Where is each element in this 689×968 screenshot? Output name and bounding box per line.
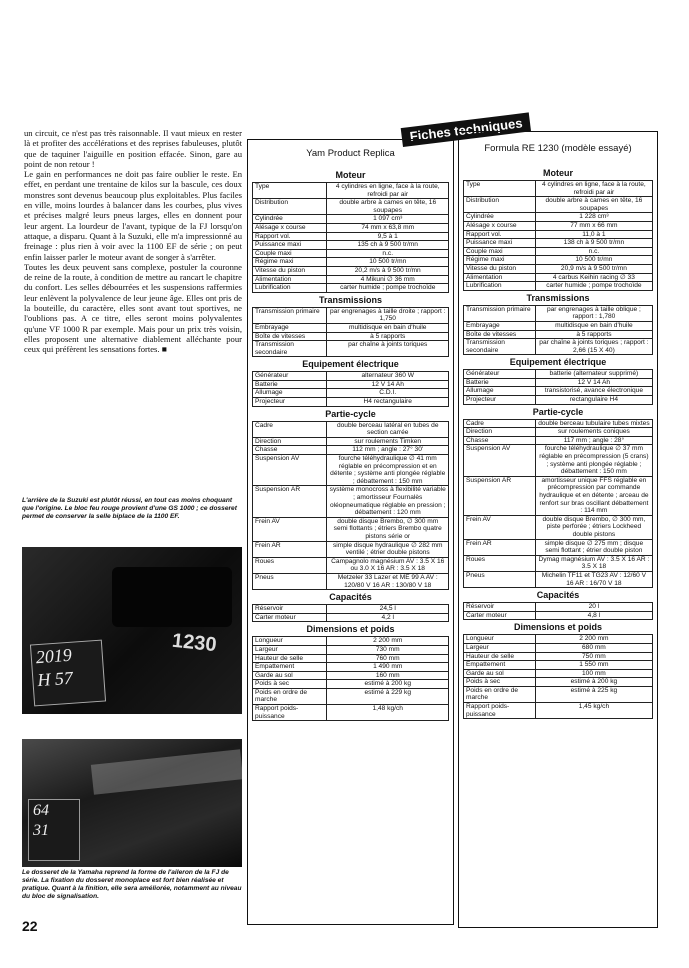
plate-line: H 57 (36, 667, 74, 691)
spec-section-title: Equipement électrique (302, 359, 399, 370)
spec-row (464, 611, 653, 620)
spec-value: par chaîne à joints toriques (327, 341, 449, 357)
spec-row (464, 571, 653, 587)
spec-label: Hauteur de selle (253, 654, 327, 663)
spec-value: système monocross à flexibilité variable ; amortisseur Fournalès oléopneumatique réglable en pression ; débattement : 120 mm (327, 486, 449, 517)
spec-panel-yamaha (247, 139, 454, 925)
spec-value: double disque Brembo, ∅ 300 mm, piste perforée ; étriers Lockheed double pistons (535, 515, 652, 539)
spec-value: fourche téléhydraulique ∅ 37 mm réglable en précompression (5 crans) ; système anti plongée réglable ; débattement : 150 mm (535, 445, 652, 476)
spec-row (253, 341, 449, 357)
spec-value: simple disque ∅ 275 mm ; disque semi flottant ; étrier double piston (535, 539, 652, 555)
spec-label: Frein AV (253, 517, 327, 541)
spec-section-title: Dimensions et poids (306, 624, 395, 635)
spec-label: Empattement (464, 661, 536, 670)
article-paragraph: Toutes les deux peuvent sans complexe, postuler la couronne de reine de la route, à condition de mettre au rancart le chapitre du confort. Les selles débourrées et les suspensions raffermies leur enlèvent la polyvalence de leur jeune âge. Elles ont pris de la bouteille, du caractère, elles sont avant tout sportives, ne l'oublions pas. A ce titre, elles seront moins polyvalentes qu'une VF 1000 R par exemple. Mais pour un prix très voisin, elles proposent une alternative diablement alléchante pour ceux qui préfèrent les sensations fortes. ■ (24, 261, 242, 355)
spec-row (253, 307, 449, 323)
spec-value: à 5 rapports (327, 332, 449, 341)
spec-value: 160 mm (327, 671, 449, 680)
yamaha-rear-photo (22, 739, 242, 867)
spec-label: Pneus (253, 573, 327, 589)
spec-section-title: Partie-cycle (532, 406, 584, 417)
spec-value: 135 ch à 9 500 tr/mn (327, 241, 449, 250)
spec-label: Suspension AR (253, 486, 327, 517)
spec-label: Alésage x course (464, 221, 536, 230)
spec-row (464, 197, 653, 213)
spec-value: 20 l (535, 603, 652, 612)
article-paragraph: un circuit, ce n'est pas très raisonnable. Il vaut mieux en rester là et profiter des accélérations et des reprises fabuleuses, plutôt que de taquiner l'aiguille en position effacée. Sinon, gare au point de non retour ! (24, 128, 242, 169)
spec-value: carter humide ; pompe trochoïde (327, 284, 449, 293)
spec-label: Cylindrée (464, 213, 536, 222)
spec-label: Distribution (464, 197, 536, 213)
spec-section-title: Moteur (543, 168, 573, 178)
spec-label: Pneus (464, 571, 536, 587)
spec-label: Longueur (464, 635, 536, 644)
spec-value: 1 550 mm (535, 661, 652, 670)
spec-value: 12 V 14 Ah (535, 378, 652, 387)
spec-label: Distribution (253, 199, 327, 215)
spec-row (464, 273, 653, 282)
spec-value: multidisque en bain d'huile (535, 321, 652, 330)
spec-table (463, 419, 653, 588)
spec-section-title: Transmissions (318, 294, 383, 305)
spec-row (253, 637, 449, 646)
spec-value: 11,0 à 1 (535, 230, 652, 239)
spec-value: rectangulaire H4 (535, 396, 652, 405)
spec-table (252, 182, 449, 293)
spec-label: Projecteur (253, 398, 327, 407)
spec-value: 750 mm (535, 652, 652, 661)
spec-row (253, 541, 449, 557)
spec-row (464, 669, 653, 678)
spec-row (464, 515, 653, 539)
spec-label: Hauteur de selle (464, 652, 536, 661)
spec-value: 10 500 tr/mn (327, 258, 449, 267)
spec-row (253, 446, 449, 455)
spec-value: 1 097 cm³ (327, 215, 449, 224)
suzuki-rear-photo (22, 547, 242, 714)
spec-value: 4,8 l (535, 611, 652, 620)
spec-table (463, 602, 653, 620)
spec-row (253, 199, 449, 215)
spec-label: Alésage x course (253, 223, 327, 232)
spec-value: par engrenages à taille oblique ; rapport : 1,780 (535, 305, 652, 321)
spec-section-title: Capacités (329, 592, 372, 603)
spec-value: carter humide ; pompe trochoïde (535, 282, 652, 291)
spec-value: par engrenages à taille droite ; rapport : 1,750 (327, 307, 449, 323)
spec-value: fourche téléhydraulique ∅ 41 mm réglable en précompression et en détente ; système anti plongée réglable ; débattement : 150 mm (327, 455, 449, 486)
article-body (24, 128, 242, 355)
spec-value: estimé à 225 kg (535, 686, 652, 702)
spec-value: 1,48 kg/ch (327, 705, 449, 721)
spec-label: Suspension AR (464, 476, 536, 515)
spec-label: Transmission secondaire (253, 341, 327, 357)
spec-label: Allumage (464, 387, 536, 396)
spec-label: Rapport poids-puissance (253, 705, 327, 721)
spec-label: Batterie (464, 378, 536, 387)
spec-value: Campagnolo magnésium AV : 3.5 X 16 ou 3.0 X 16 AR : 3.5 X 18 (327, 557, 449, 573)
spec-row (253, 613, 449, 622)
spec-label: Puissance maxi (464, 239, 536, 248)
spec-body (248, 168, 453, 721)
spec-value: estimé à 200 kg (327, 680, 449, 689)
spec-label: Garde au sol (464, 669, 536, 678)
spec-table (463, 369, 653, 404)
spec-row (464, 396, 653, 405)
spec-label: Largeur (253, 645, 327, 654)
spec-section-title: Dimensions et poids (513, 622, 602, 633)
spec-table (252, 371, 449, 406)
spec-row (253, 183, 449, 199)
spec-label: Cylindrée (253, 215, 327, 224)
spec-row (464, 305, 653, 321)
spec-row (253, 372, 449, 381)
spec-label: Suspension AV (253, 455, 327, 486)
spec-value: Michelin TF11 et TG23 AV : 12/60 V 16 AR : 16/70 V 18 (535, 571, 652, 587)
spec-value: 112 mm ; angle : 27° 30' (327, 446, 449, 455)
spec-label: Projecteur (464, 396, 536, 405)
spec-row (253, 517, 449, 541)
spec-row (464, 387, 653, 396)
spec-value: 12 V 14 Ah (327, 380, 449, 389)
spec-value: double berceau latéral en tubes de section carrée (327, 421, 449, 437)
spec-section-title: Equipement électrique (509, 357, 607, 368)
spec-row (253, 266, 449, 275)
spec-row (253, 332, 449, 341)
spec-value: sur roulements coniques (535, 428, 652, 437)
spec-value: 77 mm x 66 mm (535, 221, 652, 230)
spec-row (464, 378, 653, 387)
spec-panel-title: Yam Product Replica (306, 148, 395, 159)
spec-row (253, 241, 449, 250)
spec-label: Embrayage (464, 321, 536, 330)
spec-row (464, 703, 653, 719)
spec-label: Roues (253, 557, 327, 573)
spec-label: Générateur (253, 372, 327, 381)
spec-label: Batterie (253, 380, 327, 389)
spec-label: Couple maxi (253, 249, 327, 258)
spec-label: Longueur (253, 637, 327, 646)
spec-value: 20,2 m/s à 9 500 tr/mn (327, 266, 449, 275)
spec-panel-title: Formula RE 1230 (modèle essayé) (484, 143, 632, 154)
spec-label: Régime maxi (464, 256, 536, 265)
spec-table (252, 421, 449, 590)
spec-row (464, 181, 653, 197)
spec-row (464, 661, 653, 670)
spec-label: Rapport vol. (253, 232, 327, 241)
spec-row (464, 247, 653, 256)
spec-value: n.c. (327, 249, 449, 258)
spec-label: Embrayage (253, 323, 327, 332)
spec-label: Lubrification (253, 284, 327, 293)
spec-label: Empattement (253, 663, 327, 672)
spec-row (464, 330, 653, 339)
section-badge: Fiches techniques (401, 112, 532, 147)
spec-row (253, 232, 449, 241)
spec-value: 74 mm x 63,8 mm (327, 223, 449, 232)
spec-row (464, 282, 653, 291)
spec-row (253, 605, 449, 614)
spec-row (253, 688, 449, 704)
spec-row (253, 671, 449, 680)
spec-table (252, 604, 449, 622)
spec-value: 20,9 m/s à 9 500 tr/mn (535, 264, 652, 273)
spec-value: Dymag magnésium AV : 3.5 X 16 AR : 3.5 X 18 (535, 555, 652, 571)
spec-label: Suspension AV (464, 445, 536, 476)
spec-section-title: Moteur (335, 170, 366, 180)
spec-value: 760 mm (327, 654, 449, 663)
spec-row (464, 256, 653, 265)
spec-label: Couple maxi (464, 247, 536, 256)
spec-row (464, 239, 653, 248)
spec-value: double berceau tubulaire tubes mixtes (535, 419, 652, 428)
spec-label: Chasse (464, 436, 536, 445)
spec-row (464, 635, 653, 644)
spec-value: 4,2 l (327, 613, 449, 622)
spec-value: 2 200 mm (327, 637, 449, 646)
spec-row (464, 436, 653, 445)
spec-label: Vitesse du piston (464, 264, 536, 273)
spec-label: Alimentation (253, 275, 327, 284)
spec-label: Frein AV (464, 515, 536, 539)
spec-row (464, 428, 653, 437)
race-number: 1230 (171, 629, 218, 657)
spec-row (464, 652, 653, 661)
spec-label: Poids à sec (464, 678, 536, 687)
spec-row (464, 221, 653, 230)
spec-table (463, 305, 653, 356)
spec-label: Largeur (464, 643, 536, 652)
spec-row (253, 663, 449, 672)
spec-row (253, 645, 449, 654)
spec-label: Carter moteur (464, 611, 536, 620)
plate-line: 2019 (35, 644, 73, 668)
spec-row (253, 486, 449, 517)
spec-value: 730 mm (327, 645, 449, 654)
photo-caption-bottom: Le dosseret de la Yamaha reprend la forme de l'aileron de la FJ de série. La fixation du dosseret monoplace est fort bien réalisée et pratique. Quant à la finition, elle sera améliorée, notamment au niveau du bloc de signalisation. (22, 869, 242, 900)
page-number: 22 (22, 918, 38, 934)
spec-row (253, 215, 449, 224)
spec-label: Rapport vol. (464, 230, 536, 239)
spec-value: Metzeler 33 Lazer et ME 99 A AV : 120/80 V 16 AR : 130/80 V 18 (327, 573, 449, 589)
spec-row (253, 249, 449, 258)
spec-label: Roues (464, 555, 536, 571)
license-plate (30, 640, 106, 707)
plate-line: 31 (33, 822, 49, 839)
spec-row (464, 686, 653, 702)
spec-value: simple disque hydraulique ∅ 282 mm ventilé ; étrier double pistons (327, 541, 449, 557)
spec-label: Allumage (253, 389, 327, 398)
spec-label: Cadre (253, 421, 327, 437)
spec-row (253, 380, 449, 389)
spec-value: estimé à 200 kg (535, 678, 652, 687)
spec-value: transistorisé, avance électronique (535, 387, 652, 396)
spec-row (253, 705, 449, 721)
spec-row (464, 419, 653, 428)
spec-row (464, 445, 653, 476)
spec-row (253, 680, 449, 689)
spec-label: Réservoir (253, 605, 327, 614)
spec-value: 100 mm (535, 669, 652, 678)
spec-row (253, 258, 449, 267)
spec-row (253, 223, 449, 232)
spec-table (252, 307, 449, 358)
spec-label: Boîte de vitesses (464, 330, 536, 339)
license-plate (28, 799, 80, 861)
spec-label: Cadre (464, 419, 536, 428)
spec-row (464, 539, 653, 555)
spec-section-title: Transmissions (526, 292, 590, 303)
spec-value: 680 mm (535, 643, 652, 652)
spec-label: Direction (253, 437, 327, 446)
spec-row (253, 284, 449, 293)
spec-row (464, 555, 653, 571)
spec-value: 1,45 kg/ch (535, 703, 652, 719)
spec-row (253, 421, 449, 437)
spec-row (253, 323, 449, 332)
article-paragraph: Le gain en performances ne doit pas faire oublier le reste. En effet, en perdant une trentaine de kilos sur la bascule, ces doux monstres sont devenus beaucoup plus exploitables. Plus faciles en ville, moins lourdes à balancer dans les courbes, plus vives et précises malgré leurs pneus larges, elles en donnent pour leur argent. La lourdeur de l'avant, typique de la FJ lorsqu'on attaque, a disparu. Quant à la Suzuki, elle m'a impressionné au freinage : plus rien à voir avec la 1100 EF de série ; on peut enfin laisser parler le moteur avant de songer à s'arrêter. (24, 169, 242, 262)
spec-value: 10 500 tr/mn (535, 256, 652, 265)
spec-value: double arbre à cames en tête, 16 soupapes (535, 197, 652, 213)
spec-value: sur roulements Timken (327, 437, 449, 446)
spec-value: 117 mm ; angle : 28° (535, 436, 652, 445)
spec-row (464, 264, 653, 273)
spec-label: Boîte de vitesses (253, 332, 327, 341)
spec-row (464, 213, 653, 222)
spec-value: batterie (alternateur supprimé) (535, 370, 652, 379)
spec-table (252, 636, 449, 721)
spec-value: 1 228 cm³ (535, 213, 652, 222)
spec-label: Lubrification (464, 282, 536, 291)
spec-value: amortisseur unique FFS réglable en précompression par commande hydraulique et en détente ; arceau de renfort sur bras oscillant débattement : 114 mm (535, 476, 652, 515)
spec-row (464, 603, 653, 612)
spec-value: 24,5 l (327, 605, 449, 614)
spec-value: par chaîne à joints toriques ; rapport : 2,66 (15 X 40) (535, 339, 652, 355)
spec-row (253, 654, 449, 663)
spec-value: 4 Mikuni ∅ 36 mm (327, 275, 449, 284)
spec-value: double arbre à cames en tête, 16 soupapes (327, 199, 449, 215)
spec-label: Alimentation (464, 273, 536, 282)
spec-label: Type (464, 181, 536, 197)
spec-label: Type (253, 183, 327, 199)
spec-panel-formula (458, 131, 658, 928)
spec-value: 4 cylindres en ligne, face à la route, refroidi par air (535, 181, 652, 197)
spec-label: Transmission primaire (464, 305, 536, 321)
spec-label: Garde au sol (253, 671, 327, 680)
spec-row (464, 643, 653, 652)
spec-label: Frein AR (464, 539, 536, 555)
spec-label: Régime maxi (253, 258, 327, 267)
spec-label: Rapport poids-puissance (464, 703, 536, 719)
spec-row (464, 321, 653, 330)
spec-value: 2 200 mm (535, 635, 652, 644)
spec-label: Frein AR (253, 541, 327, 557)
spec-label: Carter moteur (253, 613, 327, 622)
spec-label: Chasse (253, 446, 327, 455)
spec-value: double disque Brembo, ∅ 300 mm semi flottants ; étriers Brembo quatre pistons série or (327, 517, 449, 541)
spec-value: 9,5 à 1 (327, 232, 449, 241)
spec-row (464, 370, 653, 379)
spec-value: à 5 rapports (535, 330, 652, 339)
spec-value: 1 490 mm (327, 663, 449, 672)
spec-value: H4 rectangulaire (327, 398, 449, 407)
spec-row (253, 398, 449, 407)
photo-caption-top: L'arrière de la Suzuki est plutôt réussi, en tout cas moins choquant que l'origine. Le bloc feu rouge provient d'une GS 1000 ; ce dosseret permet de conserver la selle biplace de la 1100 EF. (22, 497, 237, 520)
plate-line: 64 (33, 802, 49, 819)
spec-value: n.c. (535, 247, 652, 256)
spec-label: Puissance maxi (253, 241, 327, 250)
spec-label: Direction (464, 428, 536, 437)
spec-body (459, 166, 657, 719)
spec-row (464, 230, 653, 239)
spec-row (253, 573, 449, 589)
spec-section-title: Capacités (536, 590, 580, 601)
spec-table (463, 634, 653, 719)
spec-value: alternateur 360 W (327, 372, 449, 381)
spec-label: Transmission secondaire (464, 339, 536, 355)
spec-label: Transmission primaire (253, 307, 327, 323)
spec-section-title: Partie-cycle (325, 408, 376, 419)
spec-row (464, 339, 653, 355)
spec-label: Poids à sec (253, 680, 327, 689)
spec-row (253, 389, 449, 398)
spec-value: 4 cylindres en ligne, face à la route, refroidi par air (327, 183, 449, 199)
spec-row (253, 275, 449, 284)
spec-label: Générateur (464, 370, 536, 379)
spec-label: Poids en ordre de marche (464, 686, 536, 702)
spec-row (253, 455, 449, 486)
spec-row (253, 437, 449, 446)
spec-value: 138 ch à 9 500 tr/mn (535, 239, 652, 248)
spec-row (464, 476, 653, 515)
spec-row (253, 557, 449, 573)
spec-label: Réservoir (464, 603, 536, 612)
spec-value: multidisque en bain d'huile (327, 323, 449, 332)
spec-value: C.D.I. (327, 389, 449, 398)
spec-value: 4 carbus Keihin racing ∅ 33 (535, 273, 652, 282)
spec-table (463, 180, 653, 291)
spec-row (464, 678, 653, 687)
spec-label: Poids en ordre de marche (253, 688, 327, 704)
spec-value: estimé à 229 kg (327, 688, 449, 704)
spec-label: Vitesse du piston (253, 266, 327, 275)
